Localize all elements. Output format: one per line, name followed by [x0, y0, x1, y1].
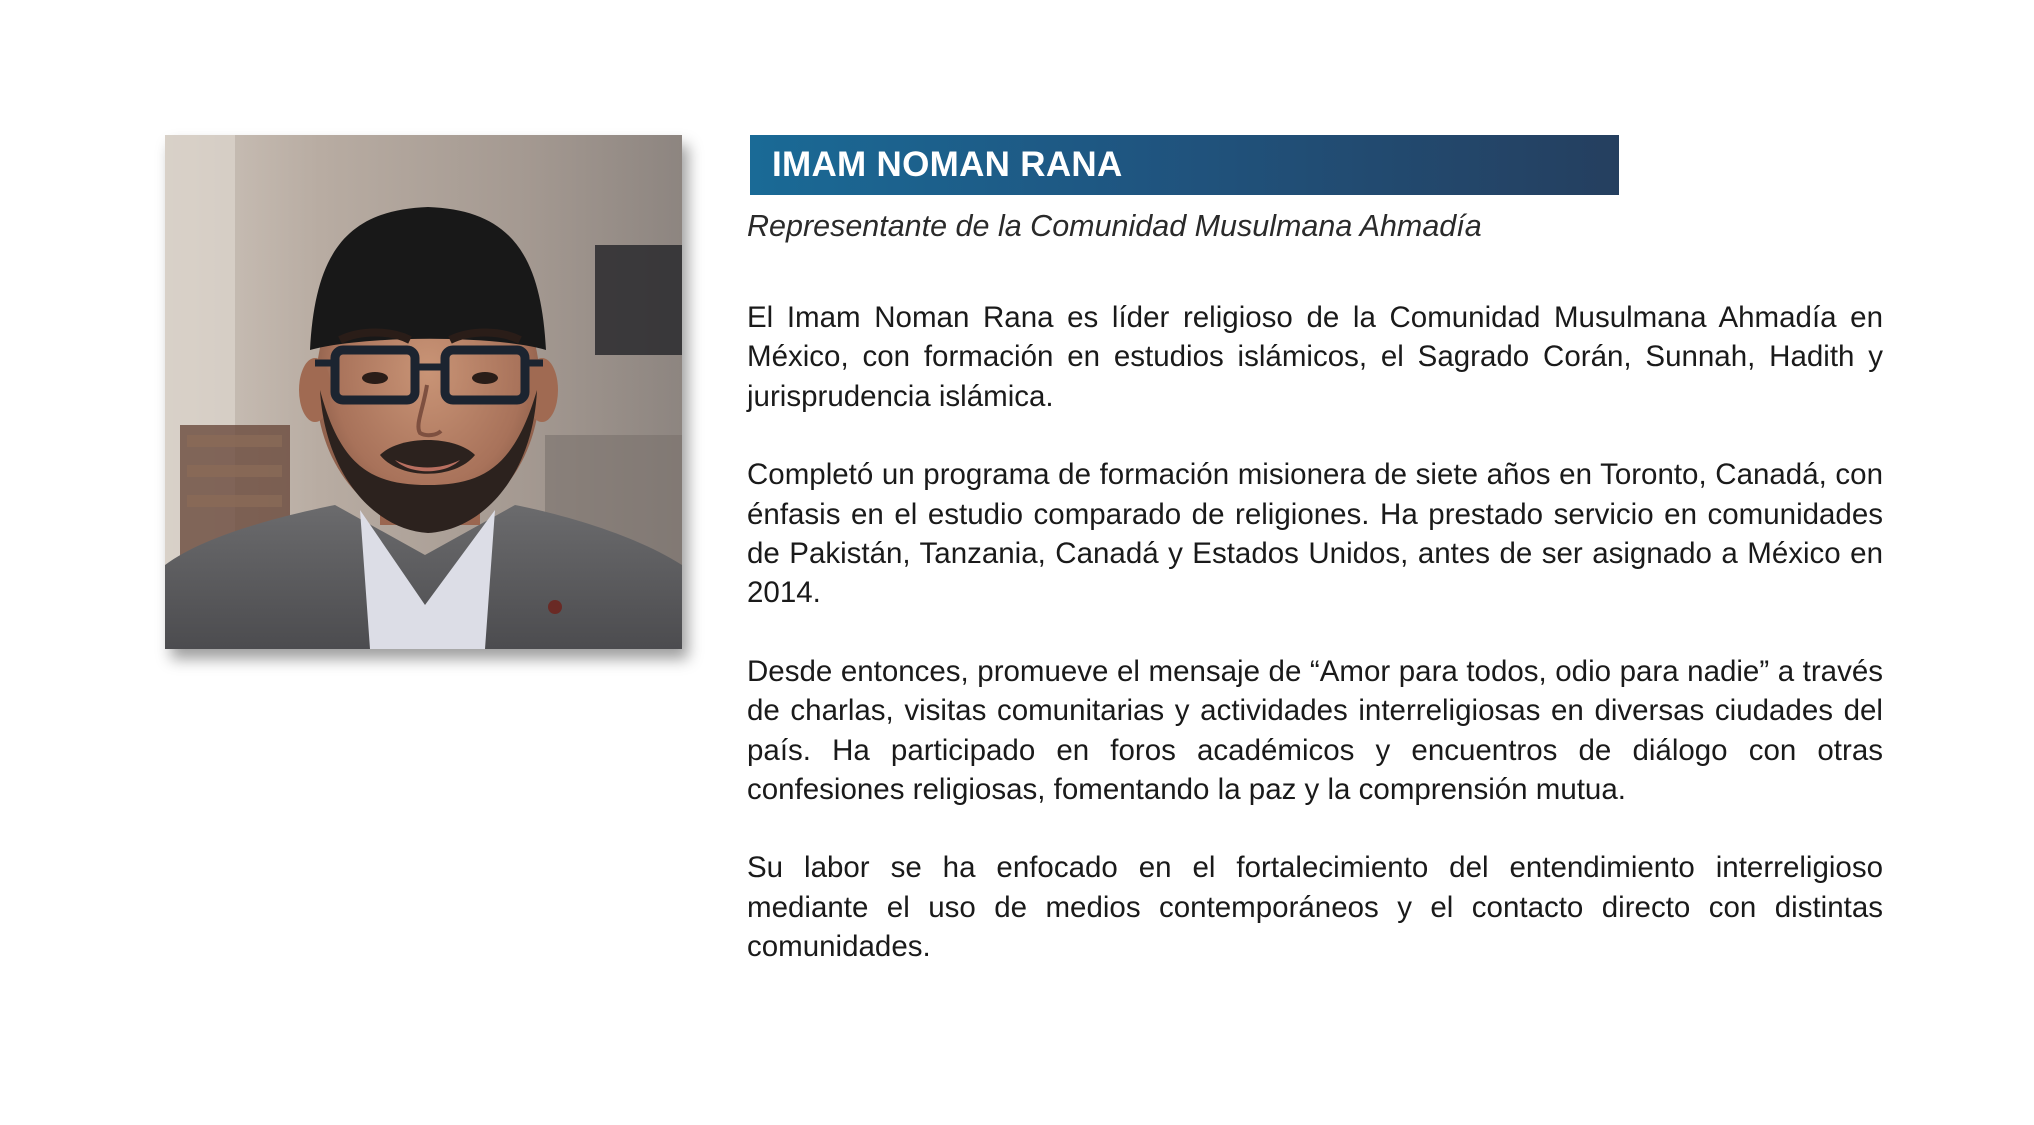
bio-paragraph: Desde entonces, promueve el mensaje de “Amor para todos, odio para nadie” a través de charlas, visitas comunitarias y actividades interreligiosas en diversas ciudades del país. Ha participado en foros académicos y encuentros de diálogo con otras confesiones religiosas, fomentando la paz y la comprensión mutua.: [747, 654, 1883, 807]
biography: [747, 298, 1883, 1006]
person-name: IMAM NOMAN RANA: [772, 145, 1123, 184]
name-banner: [750, 135, 1619, 195]
bio-paragraph: Su labor se ha enfocado en el fortalecimiento del entendimiento interreligioso mediante el uso de medios contemporáneos y el contacto directo con distintas comunidades.: [747, 851, 1883, 964]
profile-photo: [165, 135, 682, 649]
person-title: Representante de la Comunidad Musulmana Ahmadía: [747, 209, 1482, 243]
bio-paragraph: Completó un programa de formación misionera de siete años en Toronto, Canadá, con énfasis en el estudio comparado de religiones. Ha prestado servicio en comunidades de Pakistán, Tanzania, Canadá y Estados Unidos, antes de ser asignado a México en 2014.: [747, 458, 1883, 610]
bio-paragraph: El Imam Noman Rana es líder religioso de la Comunidad Musulmana Ahmadía en México, con formación en estudios islámicos, el Sagrado Corán, Sunnah, Hadith y jurisprudencia islámica.: [747, 301, 1883, 413]
